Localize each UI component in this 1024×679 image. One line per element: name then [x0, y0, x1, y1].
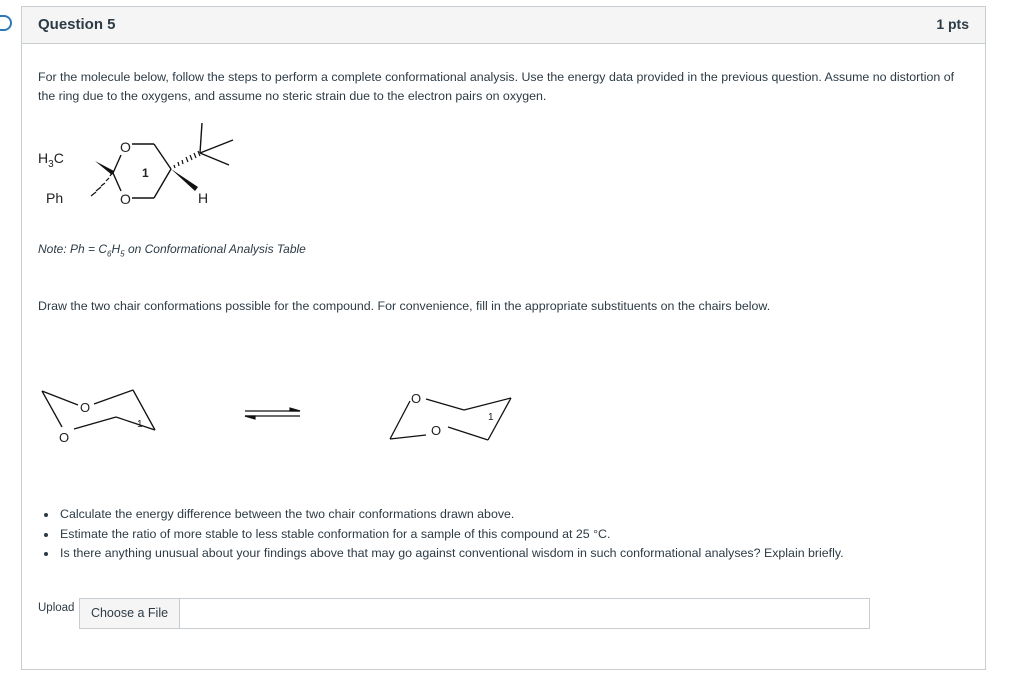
upload-field[interactable] — [79, 598, 870, 629]
h3c-label: $H_3C$ — [38, 150, 64, 170]
wedge-bond-hydrogen — [171, 169, 198, 191]
right-chair-oxygen-2: O — [431, 423, 442, 438]
upload-label: Upload — [38, 602, 75, 614]
hydrogen-label: H — [198, 190, 209, 206]
chair-conformations — [32, 377, 552, 452]
tert-butyl-group — [200, 123, 233, 165]
question-card — [21, 6, 986, 670]
left-chair-oxygen-2: O — [59, 430, 70, 445]
list-item: • Estimate the ratio of more stable to less stable conformation for a sample of this compound at 25 °C. — [58, 525, 844, 545]
question-prompt: For the molecule below, follow the steps to perform a complete conformational analysis. Use the energy data provided in the previous question. Assume no distortion of the ring due to the oxygens, and assume no steric strain due to the electron pairs on oxygen. — [38, 70, 955, 103]
wedge-bond-methyl — [95, 161, 114, 175]
equilibrium-arrows-icon — [245, 408, 300, 419]
ring-oxygen-bottom: O — [120, 191, 131, 207]
question-flag-icon[interactable] — [0, 15, 12, 31]
question-points: 1 pts — [936, 16, 969, 32]
question-header — [22, 7, 985, 44]
choose-file-button[interactable]: Choose a File — [80, 599, 180, 628]
draw-instruction: Draw the two chair conformations possible for the compound. For convenience, fill in the appropriate substituents on the chairs below. — [38, 299, 771, 313]
ph-label: Ph — [46, 190, 64, 206]
left-chair-oxygen-1: O — [80, 400, 91, 415]
list-item: • Calculate the energy difference between the two chair conformations drawn above. — [58, 505, 844, 525]
right-chair-position-label: 1 — [488, 412, 494, 423]
position-label: 1 — [142, 166, 149, 180]
hash-bond-phenyl — [91, 173, 112, 196]
question-title: Question 5 — [38, 16, 116, 33]
note-text: Note: $Ph = C_6H_5$ on Conformational Analysis Table — [38, 242, 306, 259]
list-item: • Is there anything unusual about your findings above that may go against conventional wisdom in such conformational analyses? Explain briefly. — [58, 544, 844, 564]
left-chair-position-label: 1 — [137, 419, 143, 430]
right-chair-oxygen-1: O — [411, 391, 422, 406]
task-list — [38, 505, 844, 564]
hash-bond-tbutyl — [174, 151, 200, 168]
ring-oxygen-top: O — [120, 139, 131, 155]
molecule-structure — [32, 111, 242, 216]
